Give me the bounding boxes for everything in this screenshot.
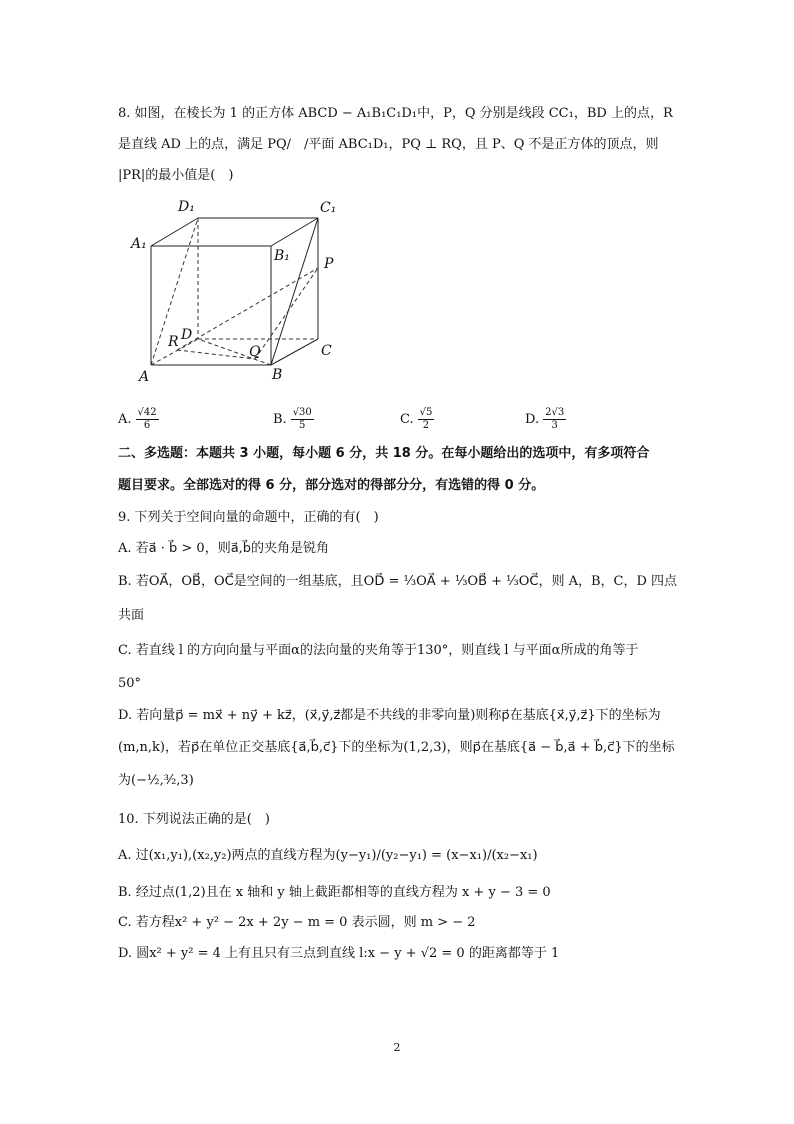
q9-stem: 9. 下列关于空间向量的命题中，正确的有( ) [118,510,379,525]
segment-RQ [177,350,255,359]
label-C: C [321,343,332,359]
q9-option-d-line3: 为(−½,³⁄₂,3) [118,773,194,788]
label-B: B [272,367,283,383]
label-B1: B₁ [274,248,290,264]
q9-option-b-line1: B. 若OA⃗，OB⃗，OC⃗是空间的一组基底，且OD⃗ = ⅓OA⃗ + ⅓OB⃗ + ⅓OC⃗，则 A，B，C，D 四点 [118,574,678,589]
section2-heading-line2: 题目要求。全部选对的得 6 分，部分选对的得部分分，有选错的得 0 分。 [118,478,545,493]
q9-option-c-line1: C. 若直线 l 的方向向量与平面α的法向量的夹角等于130°，则直线 l 与平面α所成的角等于 [118,643,639,658]
q10-option-b: B. 经过点(1,2)且在 x 轴和 y 轴上截距都相等的直线方程为 x + y − 3 = 0 [118,885,551,900]
section2-heading-line1: 二、多选题：本题共 3 小题，每小题 6 分，共 18 分。在每小题给出的选项中，有多项符合 [118,446,650,461]
q10-stem: 10. 下列说法正确的是( ) [118,812,270,827]
q9-option-b-line2: 共面 [118,608,145,623]
label-A: A [139,369,150,385]
q8-option-c: C. $\frac{√5}{2}$ [400,407,433,431]
q9-option-d-line1: D. 若向量p⃗ = mx⃗ + ny⃗ + kz⃗，(x⃗,y⃗,z⃗都是不共线的非零向量)则称p⃗在基底{x⃗,y⃗,z⃗}下的坐标为 [118,708,661,723]
q10-option-d: D. 圆x² + y² = 4 上有且只有三点到直线 l:x − y + √2 = 0 的距离都等于 1 [118,946,560,961]
label-P: P [324,256,334,272]
edge-A1D1 [151,218,198,246]
q8-stem-line2: 是直线 AD 上的点，满足 PQ/ /平面 ABC₁D₁，PQ ⊥ RQ，且 P、Q 不是正方体的顶点，则 [118,137,659,152]
label-D1: D₁ [178,199,195,215]
q10-option-c: C. 若方程x² + y² − 2x + 2y − m = 0 表示圆，则 m > − 2 [118,915,476,930]
label-R: R [168,334,179,350]
q8-option-d: D. $\frac{2√3}{3}$ [525,407,565,431]
label-C1: C₁ [320,200,337,216]
q9-option-a: A. 若a⃗ · b⃗ > 0，则a⃗,b⃗的夹角是锐角 [118,541,330,556]
label-Q: Q [249,344,261,360]
edge-B1C1 [271,218,318,246]
label-A1: A₁ [131,236,147,252]
q8-stem-line3: |PR|的最小值是( ) [118,168,234,183]
cube-figure [128,196,360,392]
page-number: 2 [393,1041,401,1054]
q10-option-a: A. 过(x₁,y₁),(x₂,y₂)两点的直线方程为(y−y₁)/(y₂−y₁) = (x−x₁)/(x₂−x₁) [118,848,538,863]
label-D: D [181,327,193,343]
q8-option-a: A. $\frac{√42}{6}$ [118,407,157,431]
q9-option-c-line2: 50° [118,676,142,691]
q8-stem-line1: 8. 如图，在棱长为 1 的正方体 ABCD − A₁B₁C₁D₁中，P，Q 分别是线段 CC₁，BD 上的点，R [118,106,673,121]
segment-PQ [255,268,318,359]
q8-option-b: B. $\frac{√30}{5}$ [273,407,312,431]
q9-option-d-line2: (m,n,k)，若p⃗在单位正交基底{a⃗,b⃗,c⃗}下的坐标为(1,2,3)，则p⃗在基底{a⃗ − b⃗,a⃗ + b⃗,c⃗}下的坐标 [118,740,675,755]
